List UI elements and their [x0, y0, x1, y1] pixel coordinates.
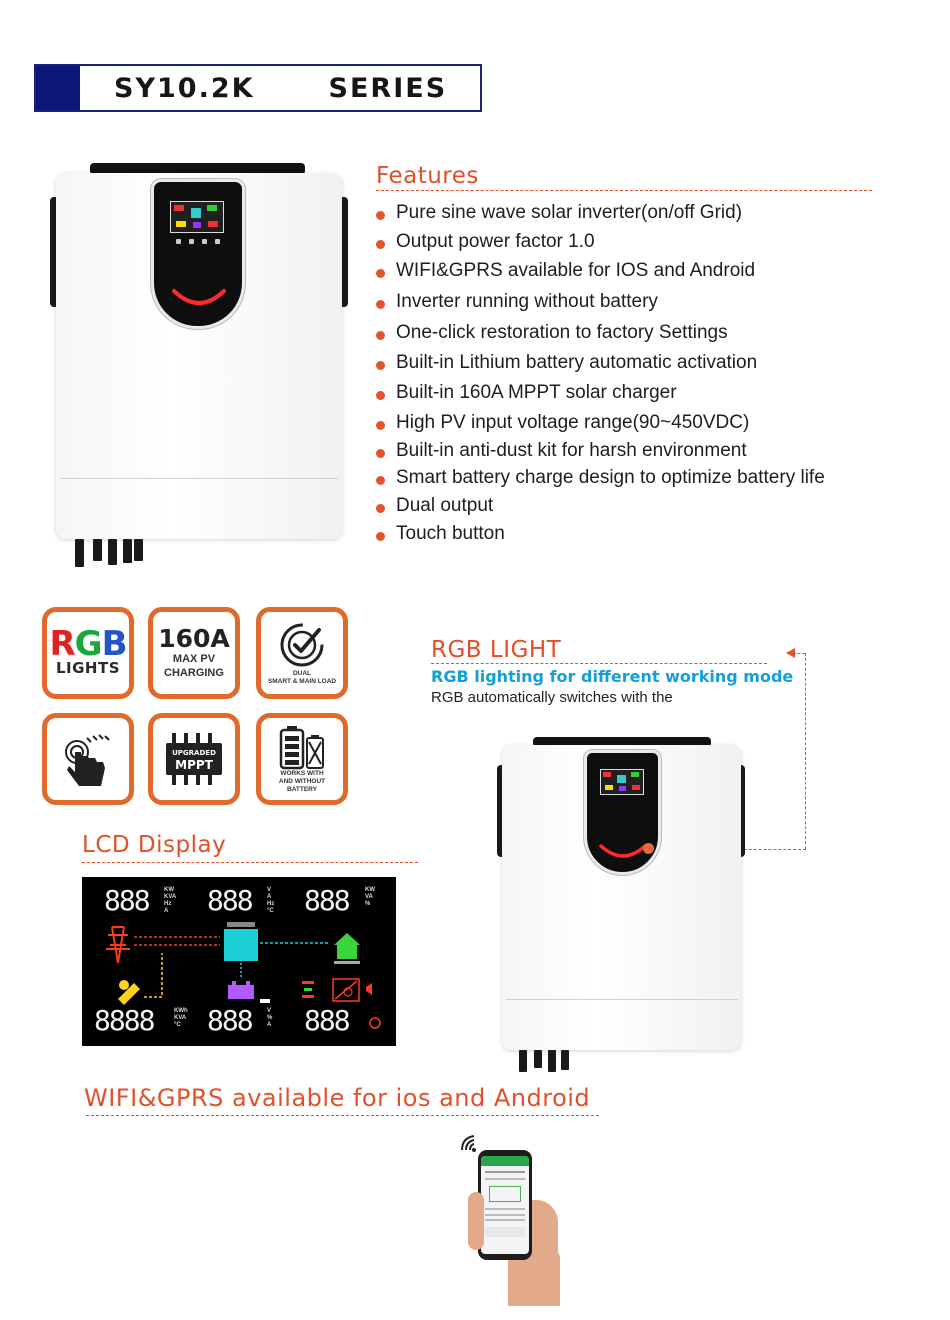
inverter-product-image-rgb — [497, 737, 747, 1077]
lcd-readout-bottom-right: 888 — [304, 1004, 349, 1037]
touch-button[interactable] — [189, 239, 194, 244]
upgraded-mppt-tile — [148, 713, 240, 805]
mppt-line1: UPGRADED — [172, 749, 216, 757]
series-label: SERIES — [328, 72, 448, 104]
feature-item: Built-in Lithium battery automatic activation — [376, 352, 825, 374]
rgb-light-underline — [431, 663, 767, 664]
lcd-unit: A — [267, 1022, 272, 1028]
cable-connector — [108, 539, 117, 565]
lcd-readout-bottom-mid: 888 — [207, 1004, 252, 1037]
mppt-chip-icon — [164, 729, 224, 789]
rgb-light-title: RGB LIGHT — [431, 637, 562, 663]
battery-icon — [275, 724, 329, 770]
lcd-unit: KW — [164, 887, 174, 893]
wifi-signal-icon — [458, 1132, 484, 1154]
lcd-unit: % — [365, 901, 371, 907]
rgb-letter-b: B — [101, 624, 127, 664]
features-title: Features — [376, 163, 479, 189]
rgb-letter-r: R — [49, 624, 75, 664]
feature-item: Dual output — [376, 495, 825, 517]
touch-buttons-row — [176, 239, 220, 245]
feature-item: Inverter running without battery — [376, 291, 825, 313]
dual-line2: SMART & MAIN LOAD — [267, 678, 337, 685]
rgb-letter-g: G — [74, 624, 102, 664]
cable-connector — [134, 539, 143, 561]
battery-line2: AND WITHOUT — [278, 778, 326, 785]
mini-lcd — [600, 769, 644, 795]
lcd-readout-top-mid: 888 — [207, 884, 252, 917]
rgb-light-subtitle: RGB lighting for different working mode — [431, 667, 794, 686]
mini-lcd — [170, 201, 224, 233]
rgb-light-description: RGB automatically switches with the — [431, 689, 673, 706]
feature-item: Output power factor 1.0 — [376, 231, 825, 253]
series-banner — [34, 64, 482, 112]
max-pv-charging-tile — [148, 607, 240, 699]
charging-line2: CHARGING — [164, 667, 224, 679]
cable-connector — [519, 1050, 527, 1072]
rgb-smile-light — [597, 840, 649, 862]
fault-icon — [333, 979, 359, 1001]
dual-output-tile — [256, 607, 348, 699]
feature-item: High PV input voltage range(90~450VDC) — [376, 412, 825, 434]
lcd-unit: A — [164, 908, 169, 914]
house-load-icon — [334, 933, 360, 964]
touch-button[interactable] — [202, 239, 207, 244]
lcd-display-title: LCD Display — [82, 832, 227, 858]
cable-connector — [548, 1050, 556, 1072]
rgb-smile-light — [170, 285, 228, 311]
hand-thumb — [468, 1192, 484, 1250]
lights-label: LIGHTS — [55, 659, 121, 677]
callout-line — [805, 653, 806, 849]
charging-line1: MAX PV — [172, 653, 216, 665]
lcd-unit: KW — [365, 887, 375, 893]
cable-connector — [93, 539, 102, 561]
touch-button[interactable] — [215, 239, 220, 244]
touch-button-tile — [42, 713, 134, 805]
cable-connector — [561, 1050, 569, 1070]
wifi-gprs-title: WIFI&GPRS available for ios and Android — [84, 1084, 591, 1112]
lcd-unit: KVA — [174, 1015, 187, 1021]
lcd-readout-top-left: 888 — [104, 884, 149, 917]
battery-optional-tile — [256, 713, 348, 805]
cable-connector — [75, 539, 84, 567]
battery-line3: BATTERY — [287, 786, 317, 793]
features-list — [376, 202, 825, 545]
rgb-lights-tile — [42, 607, 134, 699]
wifi-gprs-underline — [86, 1115, 599, 1116]
lcd-unit: V — [267, 887, 272, 893]
rgb-word — [49, 624, 127, 664]
feature-item: One-click restoration to factory Settings — [376, 322, 825, 344]
touch-button[interactable] — [176, 239, 181, 244]
feature-item: Built-in anti-dust kit for harsh environment — [376, 440, 825, 462]
lcd-readout-bottom-left: 8888 — [94, 1004, 154, 1037]
lcd-unit: V — [267, 1008, 272, 1014]
rgb-light-indicator — [643, 843, 654, 854]
dual-line1: DUAL — [292, 670, 312, 677]
lcd-unit: VA — [365, 894, 373, 900]
lcd-unit: A — [267, 894, 272, 900]
feature-item: Built-in 160A MPPT solar charger — [376, 382, 825, 404]
body-divider — [60, 478, 338, 479]
lcd-readout-top-right: 888 — [304, 884, 349, 917]
feature-item: Smart battery charge design to optimize battery life — [376, 467, 825, 489]
lcd-unit: Hz — [164, 901, 172, 907]
smartphone-app-image — [478, 1150, 532, 1260]
solar-panel-icon — [118, 980, 140, 1005]
charging-current: 160A — [158, 624, 230, 653]
battery-status-icon — [228, 981, 254, 999]
lcd-unit: °C — [174, 1022, 181, 1028]
lcd-unit: KWh — [174, 1008, 188, 1014]
feature-item: Pure sine wave solar inverter(on/off Grid) — [376, 202, 825, 224]
features-underline — [376, 190, 872, 191]
inverter-product-image — [50, 163, 350, 573]
lcd-unit: Hz — [267, 901, 275, 907]
battery-line1: WORKS WITH — [280, 770, 324, 777]
banner-accent-block — [36, 66, 80, 110]
phone-app-screen — [481, 1156, 529, 1254]
body-divider — [506, 999, 738, 1000]
lcd-unit: °C — [267, 908, 274, 914]
feature-item: Touch button — [376, 523, 825, 545]
lcd-display-panel — [82, 877, 396, 1046]
inverter-icon — [224, 929, 258, 961]
cable-connector — [123, 539, 132, 563]
lcd-unit: KVA — [164, 894, 177, 900]
dual-check-icon — [277, 620, 327, 670]
mppt-line2: MPPT — [175, 758, 213, 772]
touch-hand-icon — [57, 728, 119, 790]
lcd-display-underline — [82, 862, 418, 863]
cable-connector — [534, 1050, 542, 1068]
mini-lcd-graphic — [171, 202, 223, 232]
feature-item: WIFI&GPRS available for IOS and Android — [376, 260, 825, 282]
model-name: SY10.2K — [114, 72, 255, 104]
callout-arrow-icon — [786, 648, 795, 658]
mini-lcd-graphic — [601, 770, 643, 794]
lcd-unit: % — [267, 1015, 273, 1021]
grid-tower-icon — [106, 927, 130, 963]
